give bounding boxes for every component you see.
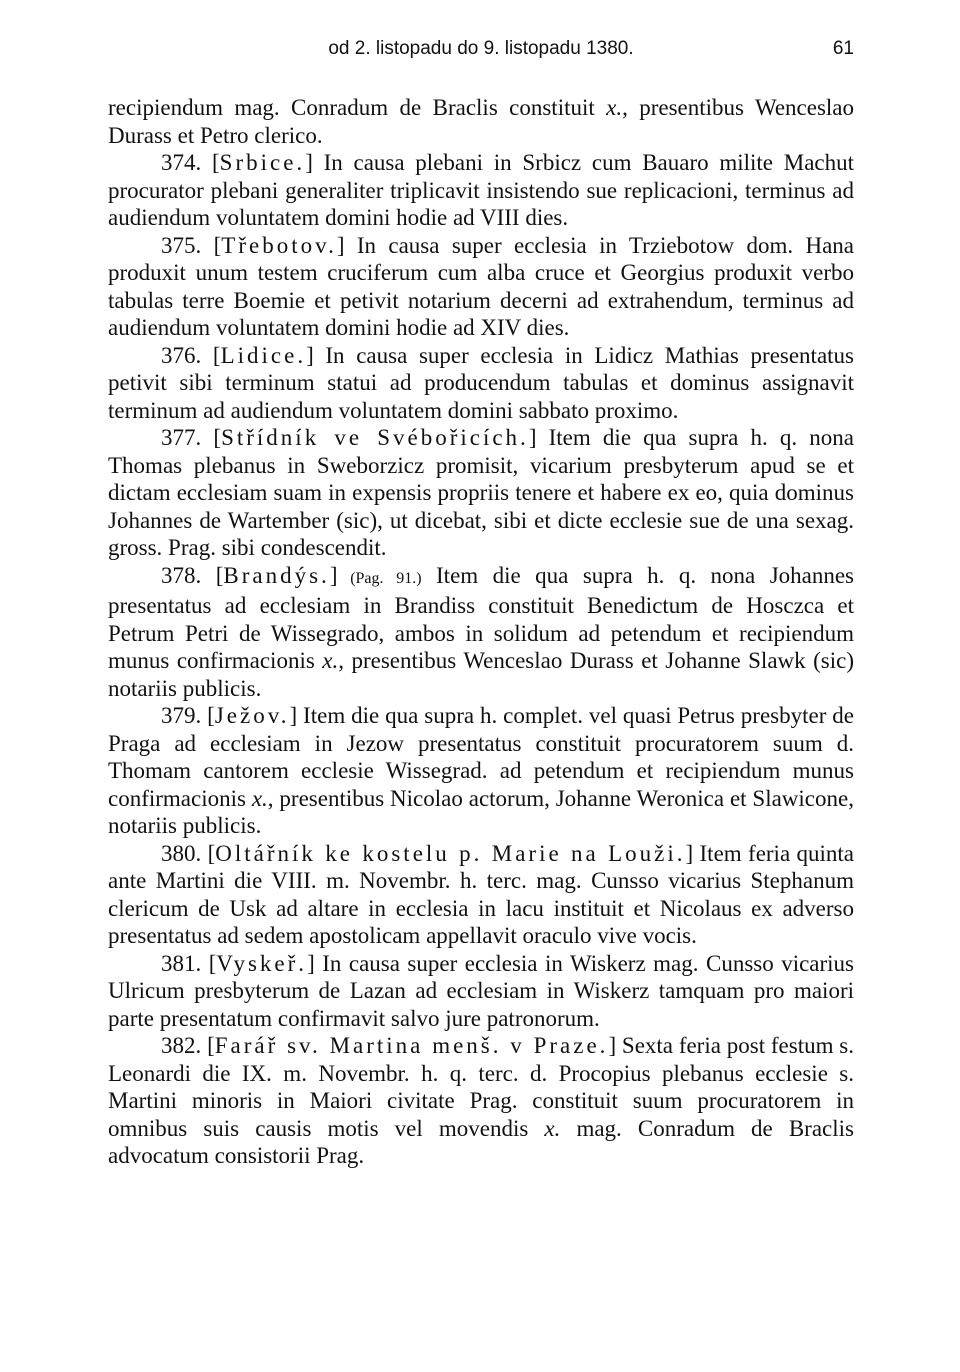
entry-374: 374. [Srbice.] In causa plebani in Srbicz cum Bauaro milite Machut procurator plebani generaliter triplicavit insistendo sue replicacioni, terminus ad audiendum voluntatem domini hodie ad VIII dies. [108,150,855,230]
etc-symbol: x. [251,785,268,811]
entry-375: 375. [Třebotov.] In causa super ecclesia in Trziebotow dom. Hana produxit unum testem cruciferum cum alba cruce et Georgius produxit verbo tabulas terre Boemie et petivit notarium decerni ad extrahendum, terminus ad audiendum voluntatem domini hodie ad XIV dies. [108,232,854,340]
entry-382: 382. [Farář sv. Martina menš. v Praze.] Sexta feria post festum s. Leonardi die IX. m. Novembr. h. q. terc. d. Procopius plebanus ecclesie s. Martini minoris in Maiori civitate Prag. constituit suum procuratorem in omnibus suis causis motis vel movendis x. mag. Conradum de Braclis advocatum consistorii Prag. [108,1033,855,1168]
entry-number: 381. [161,950,202,976]
entry-number: 378. [161,562,202,588]
page-number: 61 [832,38,854,59]
entry-number: 380. [161,840,202,866]
entry-378: 378. [Brandýs.] (Pag. 91.) Item die qua supra h. q. nona Johannes presentatus ad ecclesiam in Brandiss constituit Benedictum de Hosczca et Petrum Petri de Wissegrado, ambos in solidum ad petendum et recipiendum munus confirmacionis x., presentibus Wenceslao Durass et Johanne Slawk (sic) notariis publicis. [108,562,855,701]
document-body [108,94,854,1170]
place-heading: Oltářník ke kostelu p. Marie na Louži. [215,840,686,866]
entry-377: 377. [Střídník ve Svébořicích.] Item die qua supra h. q. nona Thomas plebanus in Sweborzicz promisit, vicarium presbyterum apud se et dictam ecclesiam suam in expensis propriis tenere et habere ex eo, quia dominus Johannes de Wartember (sic), ut dicebat, sibi et dicte ecclesie sue de una sexag. gross. Prag. sibi condescendit. [108,425,855,560]
place-heading: Brandýs. [223,562,330,588]
etc-symbol: x. [322,648,339,673]
entry-number: 377. [161,425,202,450]
entry-number: 376. [161,342,202,368]
place-heading: Vyskeř. [216,950,308,976]
entry-number: 379. [161,703,202,728]
entry-379: 379. [Ježov.] Item die qua supra h. complet. vel quasi Petrus presbyter de Praga ad ecclesiam in Jezow presentatus constituit procuratorem suum d. Thomam cantorem ecclesie Wissegrad. ad petendum et recipiendum munus confirmacionis x., presentibus Nicolao actorum, Johanne Weronica et Slawicone, notariis publicis. [108,703,855,838]
place-heading: Střídník ve Svébořicích. [221,425,529,450]
place-heading: Třebotov. [221,232,337,258]
page-header [108,34,854,64]
entry-373-continuation: recipiendum mag. Conradum de Braclis constituit x., presentibus Wenceslao Durass et Petro clerico. [108,95,854,148]
entry-381: 381. [Vyskeř.] In causa super ecclesia in Wiskerz mag. Cunsso vicarius Ulricum presbyterum de Lazan ad ecclesiam in Wiskerz tamquam pro maiori parte presentatum confirmavit salvo jure patronorum. [108,950,855,1031]
entry-number: 374. [161,150,202,175]
place-heading: Srbice. [219,150,306,175]
running-head: od 2. listopadu do 9. listopadu 1380. [328,38,634,59]
source-page-ref: (Pag. 91.) [337,569,422,587]
etc-symbol: x. [606,95,623,120]
place-heading: Farář sv. Martina menš. v Praze. [214,1033,609,1058]
entry-number: 382. [161,1033,202,1058]
entry-376: 376. [Lidice.] In causa super ecclesia in Lidicz Mathias presentatus petivit sibi terminum statui ad producendum tabulas et dominus assignavit terminum ad audiendum voluntatem domini sabbato proximo. [108,342,855,423]
etc-symbol: x. [544,1115,561,1141]
place-heading: Lidice. [220,342,307,368]
entry-number: 375. [161,232,202,258]
place-heading: Ježov. [214,703,290,728]
entry-380: 380. [Oltářník ke kostelu p. Marie na Louži.] Item feria quinta ante Martini die VIII. m. Novembr. h. terc. mag. Cunsso vicarius Stephanum clericum de Usk ad altare in ecclesia in lacu instituit et Nicolaus ex adverso presentatus ad sedem apostolicam appellavit oraculo vive vocis. [108,840,855,948]
